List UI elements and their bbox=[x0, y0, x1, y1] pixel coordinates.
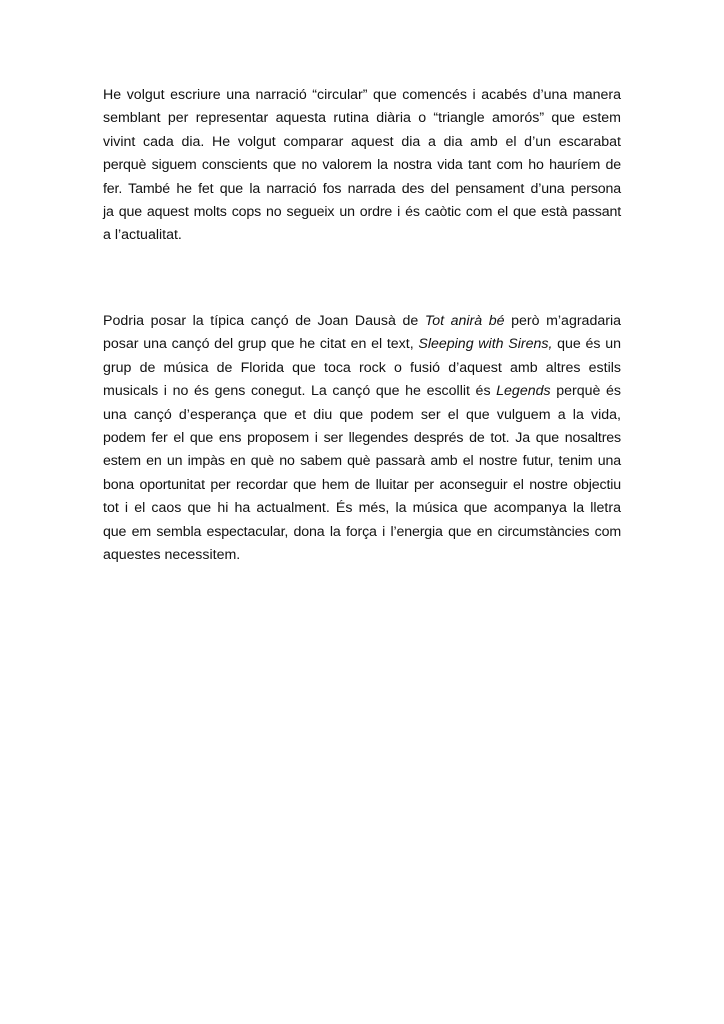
paragraph-song-choice bbox=[103, 310, 621, 567]
text-line: grup de música de Florida que toca rock o fusió d’aquest amb altres estils bbox=[103, 359, 621, 376]
text-line: estem en un impàs en què no sabem què passarà amb el nostre futur, tenim una bbox=[103, 453, 621, 470]
text-line bbox=[103, 333, 621, 356]
text-line: perquè siguem conscients que no valorem la nostra vida tant com ho hauríem de bbox=[103, 157, 621, 174]
text-line bbox=[103, 310, 621, 333]
text-run: però m’agradaria bbox=[504, 313, 621, 329]
text-line: He volgut escriure una narració “circular” que comencés i acabés d’una manera bbox=[103, 87, 621, 103]
paragraph-narration-explanation bbox=[103, 84, 621, 248]
song-title-emphasis: Legends bbox=[496, 383, 551, 400]
text-run: que és un bbox=[552, 336, 621, 353]
text-line: ja que aquest molts cops no segueix un ordre i és caòtic com el que està passant bbox=[103, 204, 621, 221]
text-run: musicals i no és gens conegut. La cançó que he escollit és bbox=[103, 383, 497, 400]
song-title-emphasis: Tot anirà bé bbox=[424, 313, 505, 329]
text-line: aquestes necessitem. bbox=[103, 547, 241, 564]
text-run: Podria posar la típica cançó de Joan Dausà de bbox=[103, 313, 425, 329]
text-line: a l’actualitat. bbox=[103, 227, 182, 244]
text-line: vivint cada dia. He volgut comparar aquest dia a dia amb el d’un escarabat bbox=[103, 133, 621, 150]
text-line: bona oportunitat per recordar que hem de lluitar per aconseguir el nostre objectiu bbox=[103, 476, 621, 493]
band-name-emphasis: Sleeping with Sirens, bbox=[418, 336, 553, 353]
text-line: que em sembla espectacular, dona la força i l’energia que en circumstàncies com bbox=[103, 523, 621, 540]
text-line: podem fer el que ens proposem i ser llegendes després de tot. Ja que nosaltres bbox=[103, 430, 621, 447]
text-line bbox=[103, 380, 621, 403]
text-line: una cançó d’esperança que et diu que podem ser el que vulguem a la vida, bbox=[103, 406, 621, 423]
text-line: tot i el caos que hi ha actualment. És més, la música que acompanya la lletra bbox=[103, 500, 621, 517]
text-run: posar una cançó del grup que he citat en el text, bbox=[103, 336, 419, 353]
text-run: perquè és bbox=[550, 383, 621, 400]
text-line: fer. També he fet que la narració fos narrada des del pensament d’una persona bbox=[103, 180, 621, 197]
text-line: semblant per representar aquesta rutina diària o “triangle amorós” que estem bbox=[103, 110, 621, 127]
